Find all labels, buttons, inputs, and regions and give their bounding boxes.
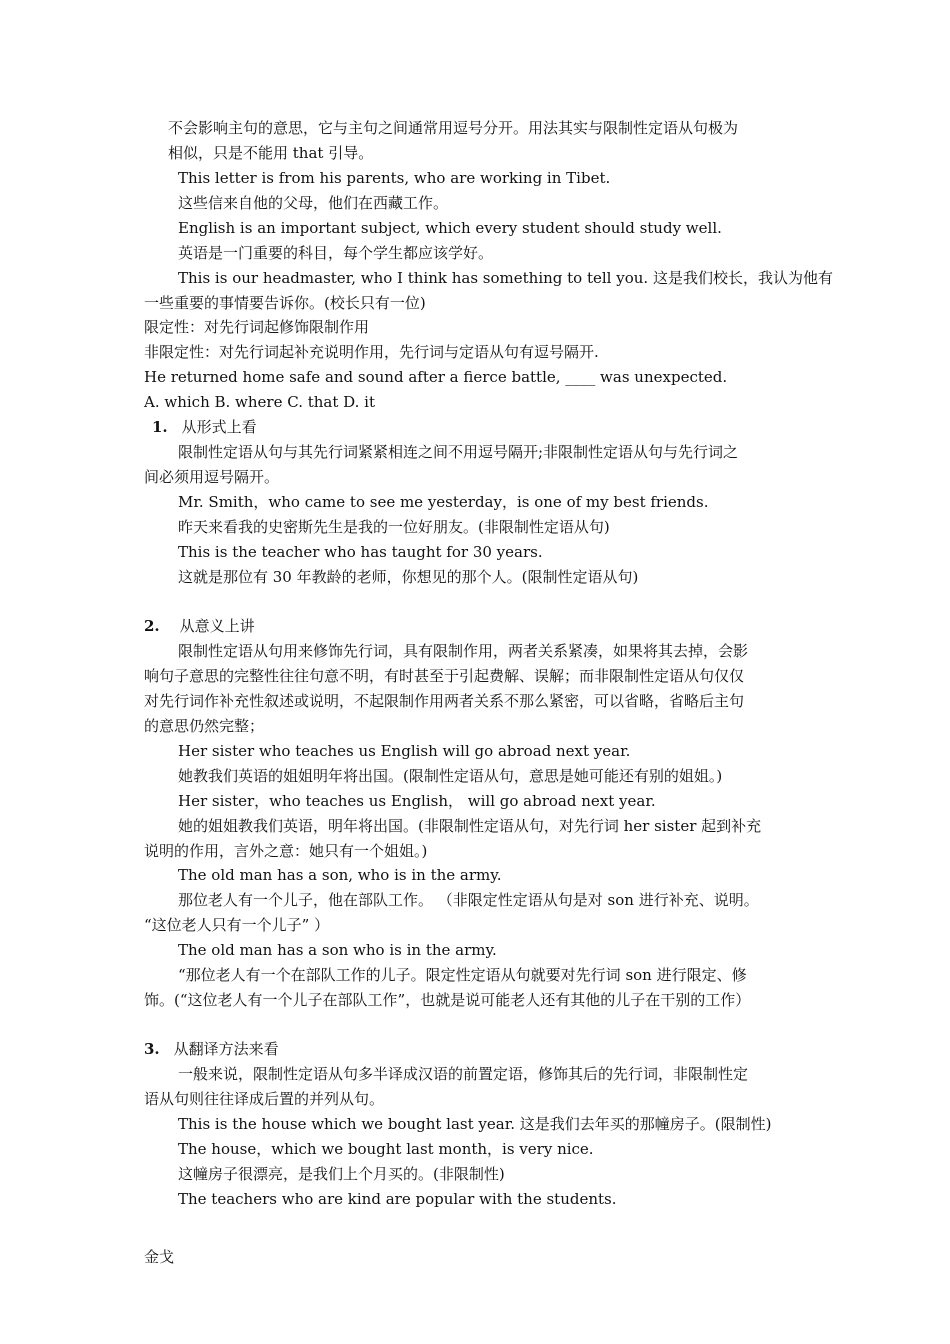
text-line: The old man has a son who is in the army. (178, 941, 497, 959)
section-title: 从形式上看 (181, 418, 257, 436)
text-line: The teachers who are kind are popular with the students. (178, 1190, 617, 1208)
text-line: The house，which we bought last month，is very nice. (178, 1140, 594, 1158)
text-line: 这些信来自他的父母，他们在西藏工作。 (178, 194, 449, 212)
text-line: 这就是那位有 30 年教龄的老师，你想见的那个人。(限制性定语从句) (178, 568, 639, 586)
text-line: 一般来说，限制性定语从句多半译成汉语的前置定语，修饰其后的先行词，非限制性定 (178, 1065, 749, 1083)
text-line: This is our headmaster, who I think has something to tell you. 这是我们校长，我认为他有 (178, 269, 833, 287)
page-footer: 金戈 (144, 1248, 175, 1266)
text-line: Her sister who teaches us English will go abroad next year. (178, 742, 631, 760)
text-line: This is the teacher who has taught for 30 years. (178, 543, 543, 561)
text-line: 限制性定语从句用来修饰先行词，具有限制作用，两者关系紧凑，如果将其去掉，会影 (178, 642, 749, 660)
section-number: 2. (144, 617, 160, 635)
text-line: 间必须用逗号隔开。 (144, 468, 280, 486)
text-line: This is the house which we bought last year. 这是我们去年买的那幢房子。(限制性) (178, 1115, 772, 1133)
text-line: English is an important subject, which every student should study well. (178, 219, 722, 237)
text-line: This letter is from his parents, who are working in Tibet. (178, 169, 611, 187)
text-line: 她的姐姐教我们英语，明年将出国。(非限制性定语从句，对先行词 her sister 起到补充 (178, 817, 762, 835)
section-heading-1 (152, 417, 257, 437)
text-line: 那位老人有一个儿子，他在部队工作。 （非限定性定语从句是对 son 进行补充、说明。 (178, 891, 759, 909)
section-title: 从意义上讲 (179, 617, 255, 635)
text-line: 不会影响主句的意思，它与主句之间通常用逗号分开。用法其实与限制性定语从句极为 (168, 119, 739, 137)
text-line: 说明的作用，言外之意：她只有一个姐姐。) (144, 842, 428, 860)
section-number: 1. (152, 418, 168, 436)
question-line: He returned home safe and sound after a fierce battle, ____ was unexpected. (144, 368, 728, 386)
text-line: Her sister，who teaches us English， will go abroad next year. (178, 792, 656, 810)
text-line: 语从句则往往译成后置的并列从句。 (144, 1090, 385, 1108)
text-line: The old man has a son, who is in the army. (178, 866, 502, 884)
answer-options: A. which B. where C. that D. it (144, 393, 376, 411)
text-line: 非限定性：对先行词起补充说明作用，先行词与定语从句有逗号隔开. (144, 343, 599, 361)
text-line: 她教我们英语的姐姐明年将出国。(限制性定语从句，意思是她可能还有别的姐姐。) (178, 767, 723, 785)
section-heading-3 (144, 1039, 279, 1059)
text-line: 饰。(“这位老人有一个儿子在部队工作”，也就是说可能老人还有其他的儿子在干别的工作） (144, 991, 751, 1009)
text-line: 响句子意思的完整性往往句意不明，有时甚至于引起费解、误解；而非限制性定语从句仅仅 (144, 667, 745, 685)
text-line: 昨天来看我的史密斯先生是我的一位好朋友。(非限制性定语从句) (178, 518, 610, 536)
text-line: 相似，只是不能用 that 引导。 (168, 144, 374, 162)
text-line: Mr. Smith，who came to see me yesterday，is one of my best friends. (178, 493, 709, 511)
section-title: 从翻译方法来看 (173, 1040, 279, 1058)
text-line: “那位老人有一个在部队工作的儿子。限定性定语从句就要对先行词 son 进行限定、修 (178, 966, 747, 984)
text-line: 英语是一门重要的科目，每个学生都应该学好。 (178, 244, 494, 262)
text-line: 这幢房子很漂亮，是我们上个月买的。(非限制性) (178, 1165, 505, 1183)
text-line: 的意思仍然完整； (144, 717, 265, 735)
text-line: 限制性定语从句与其先行词紧紧相连之间不用逗号隔开;非限制性定语从句与先行词之 (178, 443, 739, 461)
text-line: 限定性：对先行词起修饰限制作用 (144, 318, 370, 336)
text-line: 对先行词作补充性叙述或说明，不起限制作用两者关系不那么紧密，可以省略，省略后主句 (144, 692, 745, 710)
text-line: 一些重要的事情要告诉你。(校长只有一位) (144, 294, 426, 312)
section-heading-2 (144, 616, 255, 636)
text-line: “这位老人只有一个儿子” ） (144, 916, 330, 934)
section-number: 3. (144, 1040, 160, 1058)
